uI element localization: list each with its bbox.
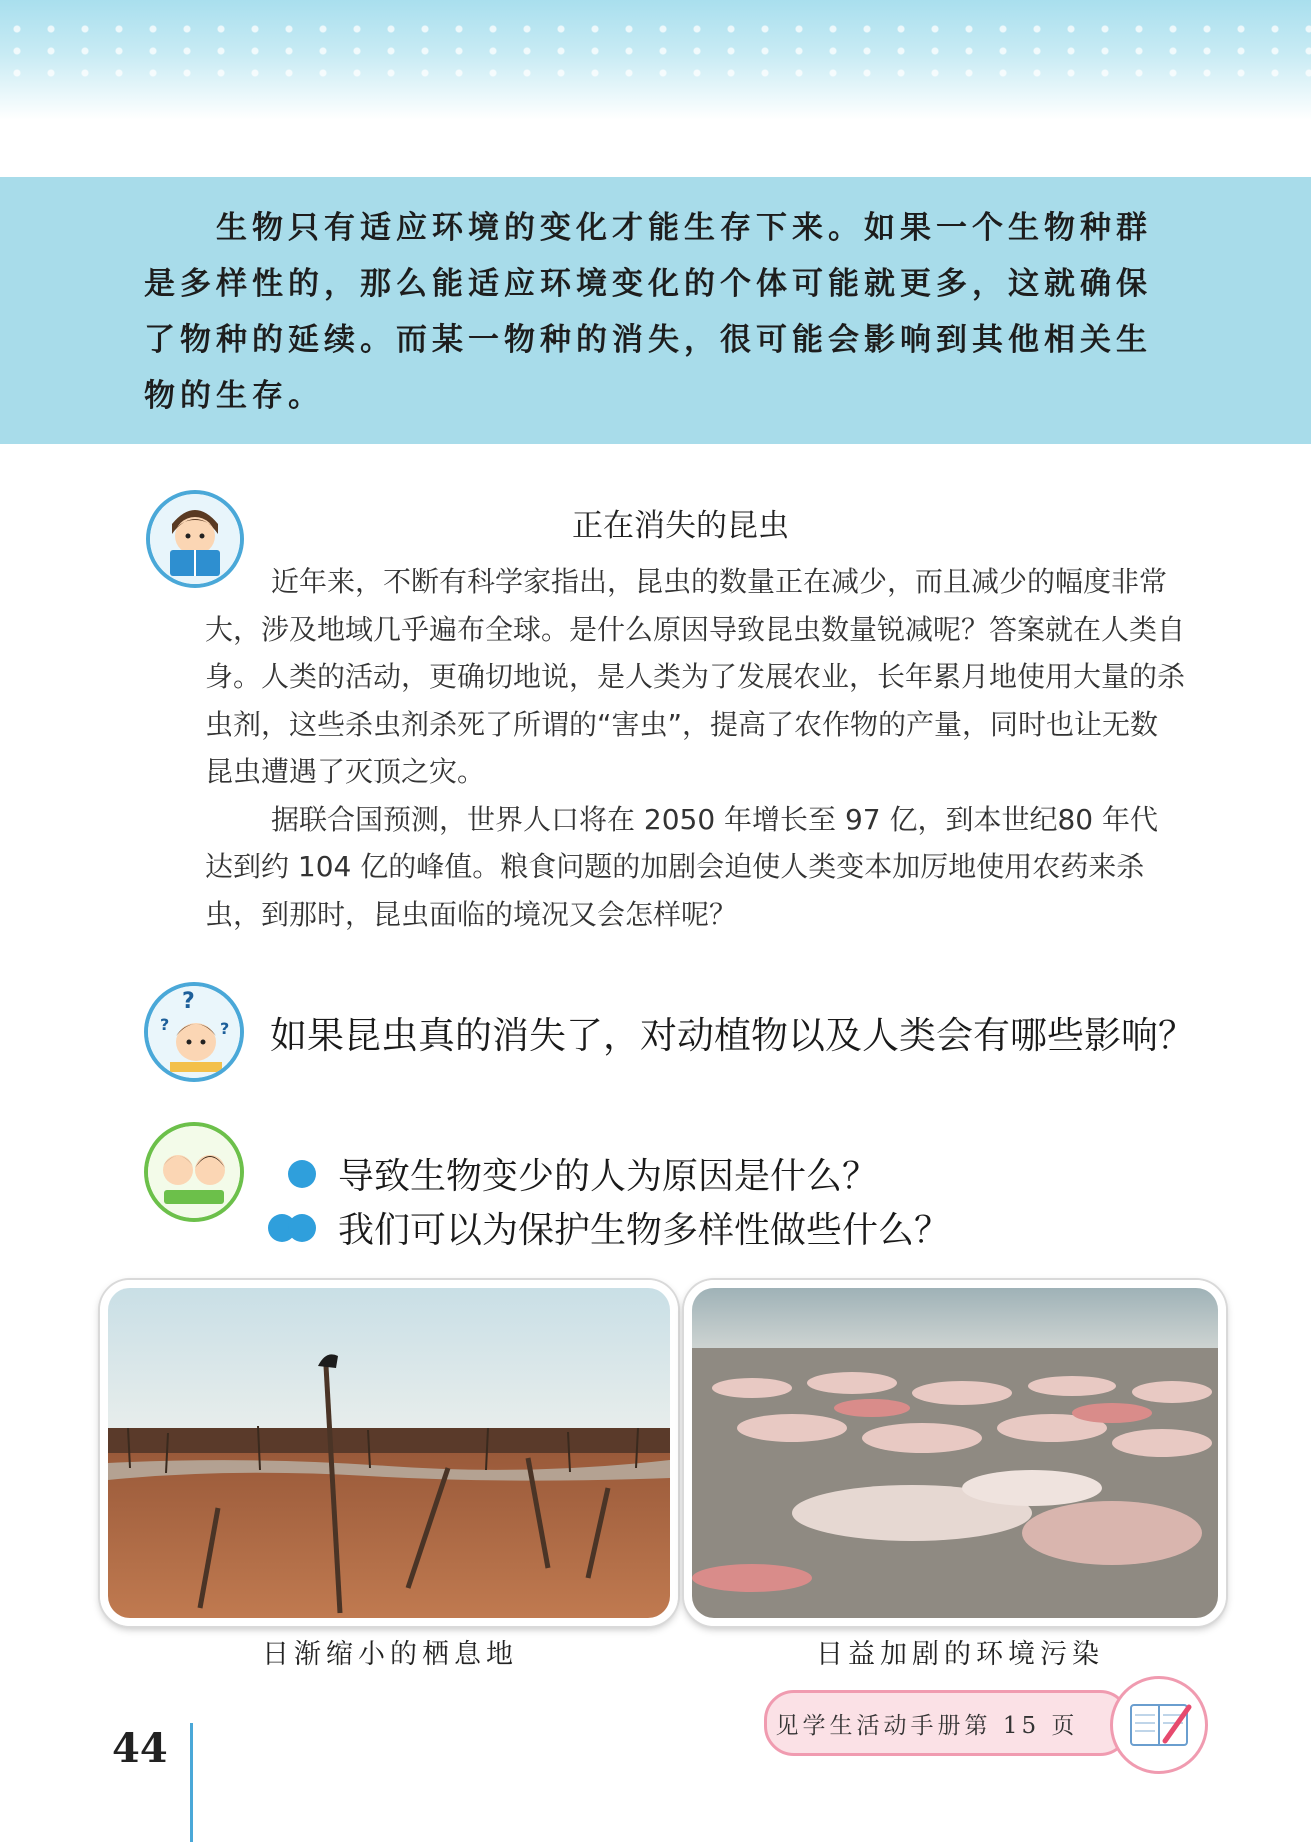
discuss-item-1	[268, 1148, 878, 1199]
double-bullet-icon-2	[288, 1214, 316, 1242]
page-number: 44	[112, 1725, 168, 1772]
header-band	[0, 0, 1311, 120]
svg-text:?: ?	[182, 989, 195, 1014]
discussing-kids-icon	[144, 1122, 244, 1222]
think-question: 如果昆虫真的消失了，对动植物以及人类会有哪些影响？	[270, 1014, 1195, 1057]
discuss-item-2-text: 我们可以为保护生物多样性做些什么？	[338, 1210, 951, 1251]
dry-land-photo	[100, 1280, 678, 1626]
single-bullet-icon	[288, 1160, 316, 1188]
reading-body	[205, 558, 1185, 938]
svg-text:?: ?	[220, 1019, 230, 1038]
activity-book-reference-text: 见学生活动手册第 15 页	[775, 1712, 1079, 1739]
photo-caption-1: 日渐缩小的栖息地	[262, 1639, 518, 1670]
dead-fish-photo	[684, 1280, 1226, 1626]
reading-paragraph-1: 近年来，不断有科学家指出，昆虫的数量正在减少，而且减少的幅度非常大，涉及地域几乎遍布全球。是什么原因导致昆虫数量锐减呢？答案就在人类自身。人类的活动，更确切地说，是人类为了发展农业，长年累月地使用大量的杀虫剂，这些杀虫剂杀死了所谓的“害虫”，提高了农作物的产量，同时也让无数昆虫遭遇了灭顶之灾。	[205, 565, 1186, 788]
reading-paragraph-2: 据联合国预测，世界人口将在 2050 年增长至 97 亿，到本世纪80 年代达到约 104 亿的峰值。粮食问题的加剧会迫使人类变本加厉地使用农药来杀虫，到那时，昆虫面临的境况又会怎样呢？	[205, 802, 1159, 931]
svg-text:?: ?	[160, 1015, 170, 1034]
notebook-pencil-icon	[1110, 1676, 1208, 1774]
discuss-item-2	[268, 1202, 950, 1253]
photo-caption-2: 日益加剧的环境污染	[816, 1639, 1104, 1670]
intro-text: 生物只有适应环境的变化才能生存下来。如果一个生物种群是多样性的，那么能适应环境变化的个体可能就更多，这就确保了物种的延续。而某一物种的消失，很可能会影响到其他相关生物的生存。	[144, 210, 1152, 414]
reading-title: 正在消失的昆虫	[572, 508, 789, 544]
header-dot-pattern	[0, 18, 1311, 78]
activity-book-reference	[764, 1690, 1130, 1756]
discuss-item-1-text: 导致生物变少的人为原因是什么？	[338, 1156, 879, 1197]
thinking-boy-icon	[144, 982, 244, 1082]
page-number-rule	[190, 1723, 193, 1842]
